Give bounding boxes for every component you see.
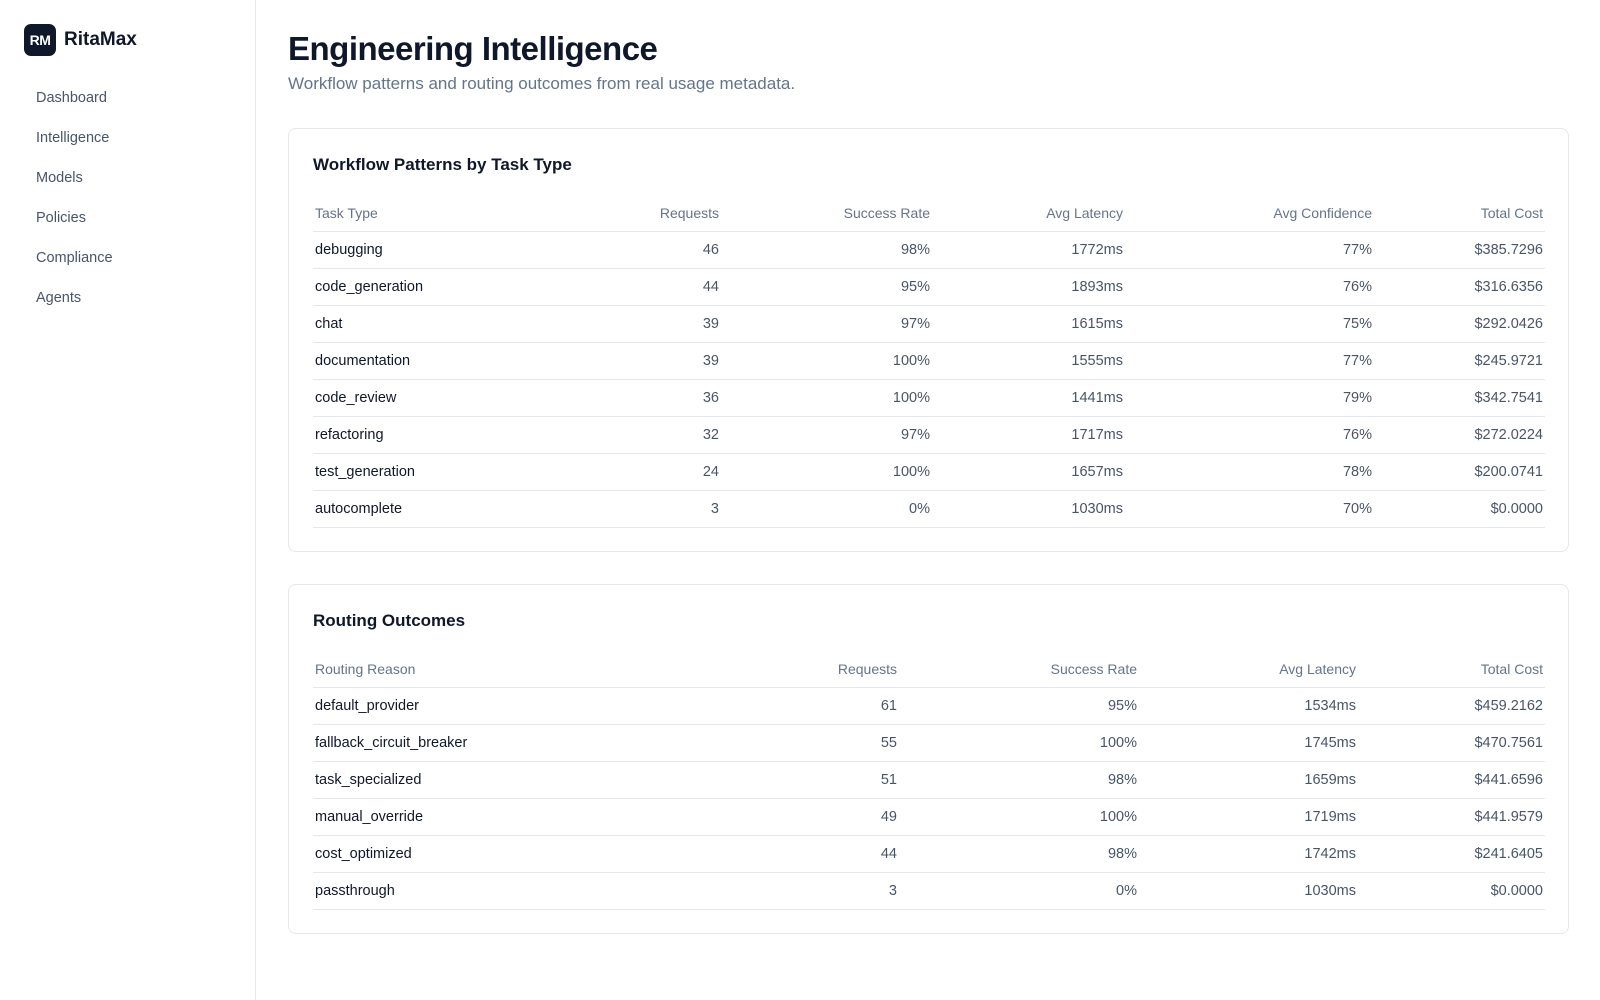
table-cell: 49 xyxy=(613,798,899,835)
table-cell: 76% xyxy=(1125,416,1374,453)
table-cell: 98% xyxy=(899,761,1139,798)
table-cell: 100% xyxy=(721,342,932,379)
table-cell: 39 xyxy=(513,305,721,342)
table-cell: 1534ms xyxy=(1139,687,1358,724)
row-label-cell: passthrough xyxy=(313,872,613,909)
table-cell: $459.2162 xyxy=(1358,687,1545,724)
table-cell: $385.7296 xyxy=(1374,231,1545,268)
table-row[interactable] xyxy=(313,379,1545,416)
table-cell: 1659ms xyxy=(1139,761,1358,798)
table-cell: 61 xyxy=(613,687,899,724)
table-cell: 1657ms xyxy=(932,453,1125,490)
table-cell: 1555ms xyxy=(932,342,1125,379)
table-row[interactable] xyxy=(313,687,1545,724)
row-label-cell: refactoring xyxy=(313,416,513,453)
table-row[interactable] xyxy=(313,490,1545,527)
sidebar-nav xyxy=(24,78,236,318)
column-header[interactable]: Success Rate xyxy=(899,651,1139,687)
routing-outcomes-table xyxy=(313,651,1545,910)
column-header[interactable]: Avg Latency xyxy=(1139,651,1358,687)
table-cell: 51 xyxy=(613,761,899,798)
table-cell: 95% xyxy=(899,687,1139,724)
table-cell: $441.6596 xyxy=(1358,761,1545,798)
table-cell: 55 xyxy=(613,724,899,761)
row-label-cell: autocomplete xyxy=(313,490,513,527)
routing-outcomes-card xyxy=(288,584,1569,934)
table-header-row xyxy=(313,195,1545,231)
column-header[interactable]: Success Rate xyxy=(721,195,932,231)
table-row[interactable] xyxy=(313,305,1545,342)
table-cell: 78% xyxy=(1125,453,1374,490)
routing-outcomes-title: Routing Outcomes xyxy=(313,611,466,630)
row-label-cell: debugging xyxy=(313,231,513,268)
table-cell: 97% xyxy=(721,305,932,342)
table-cell: 1742ms xyxy=(1139,835,1358,872)
table-cell: 1745ms xyxy=(1139,724,1358,761)
table-cell: $441.9579 xyxy=(1358,798,1545,835)
row-label-cell: test_generation xyxy=(313,453,513,490)
table-cell: 70% xyxy=(1125,490,1374,527)
table-cell: $245.9721 xyxy=(1374,342,1545,379)
brand-logo: RM xyxy=(24,24,56,56)
table-row[interactable] xyxy=(313,231,1545,268)
row-label-cell: documentation xyxy=(313,342,513,379)
table-cell: 0% xyxy=(899,872,1139,909)
table-cell: 98% xyxy=(721,231,932,268)
table-cell: $0.0000 xyxy=(1374,490,1545,527)
table-cell: 46 xyxy=(513,231,721,268)
table-cell: 98% xyxy=(899,835,1139,872)
table-row[interactable] xyxy=(313,342,1545,379)
table-row[interactable] xyxy=(313,798,1545,835)
row-label-cell: manual_override xyxy=(313,798,613,835)
table-cell: 97% xyxy=(721,416,932,453)
table-cell: $292.0426 xyxy=(1374,305,1545,342)
table-cell: 0% xyxy=(721,490,932,527)
table-cell: 1441ms xyxy=(932,379,1125,416)
table-cell: 36 xyxy=(513,379,721,416)
table-cell: $272.0224 xyxy=(1374,416,1545,453)
table-cell: 1030ms xyxy=(932,490,1125,527)
page-title: Engineering Intelligence xyxy=(288,30,658,67)
row-label-cell: chat xyxy=(313,305,513,342)
table-cell: 1772ms xyxy=(932,231,1125,268)
table-row[interactable] xyxy=(313,835,1545,872)
table-cell: $316.6356 xyxy=(1374,268,1545,305)
table-cell: 1615ms xyxy=(932,305,1125,342)
brand-name: RitaMax xyxy=(64,29,137,50)
table-cell: 1893ms xyxy=(932,268,1125,305)
table-cell: 95% xyxy=(721,268,932,305)
column-header[interactable]: Total Cost xyxy=(1374,195,1545,231)
nav-item-intelligence[interactable]: Intelligence xyxy=(36,130,110,146)
column-header[interactable]: Avg Confidence xyxy=(1125,195,1374,231)
table-cell: 77% xyxy=(1125,342,1374,379)
brand[interactable] xyxy=(24,24,137,56)
table-cell: 39 xyxy=(513,342,721,379)
row-label-cell: default_provider xyxy=(313,687,613,724)
column-header[interactable]: Requests xyxy=(513,195,721,231)
table-cell: 77% xyxy=(1125,231,1374,268)
table-cell: 100% xyxy=(721,453,932,490)
nav-item-models[interactable]: Models xyxy=(36,170,83,186)
nav-item-agents[interactable]: Agents xyxy=(36,290,82,306)
column-header[interactable]: Task Type xyxy=(313,195,513,231)
table-cell: $241.6405 xyxy=(1358,835,1545,872)
table-cell: 100% xyxy=(899,798,1139,835)
column-header[interactable]: Requests xyxy=(613,651,899,687)
table-header-row xyxy=(313,651,1545,687)
workflow-patterns-table xyxy=(313,195,1545,528)
table-cell: $200.0741 xyxy=(1374,453,1545,490)
table-cell: 3 xyxy=(513,490,721,527)
column-header[interactable]: Avg Latency xyxy=(932,195,1125,231)
table-cell: 75% xyxy=(1125,305,1374,342)
table-cell: 24 xyxy=(513,453,721,490)
table-cell: 100% xyxy=(721,379,932,416)
table-cell: 76% xyxy=(1125,268,1374,305)
workflow-patterns-title: Workflow Patterns by Task Type xyxy=(313,155,572,174)
table-cell: 1030ms xyxy=(1139,872,1358,909)
row-label-cell: fallback_circuit_breaker xyxy=(313,724,613,761)
workflow-patterns-card xyxy=(288,128,1569,552)
table-cell: $0.0000 xyxy=(1358,872,1545,909)
table-cell: $342.7541 xyxy=(1374,379,1545,416)
row-label-cell: task_specialized xyxy=(313,761,613,798)
row-label-cell: cost_optimized xyxy=(313,835,613,872)
table-cell: 44 xyxy=(513,268,721,305)
table-cell: 32 xyxy=(513,416,721,453)
table-row[interactable] xyxy=(313,268,1545,305)
row-label-cell: code_generation xyxy=(313,268,513,305)
table-cell: 44 xyxy=(613,835,899,872)
table-cell: 79% xyxy=(1125,379,1374,416)
column-header[interactable]: Routing Reason xyxy=(313,651,613,687)
table-row[interactable] xyxy=(313,724,1545,761)
table-cell: 3 xyxy=(613,872,899,909)
table-cell: 1719ms xyxy=(1139,798,1358,835)
table-row[interactable] xyxy=(313,872,1545,909)
nav-item-policies[interactable]: Policies xyxy=(36,210,86,226)
table-cell: $470.7561 xyxy=(1358,724,1545,761)
nav-item-compliance[interactable]: Compliance xyxy=(36,250,113,266)
table-row[interactable] xyxy=(313,761,1545,798)
nav-item-dashboard[interactable]: Dashboard xyxy=(36,90,107,106)
table-cell: 1717ms xyxy=(932,416,1125,453)
table-row[interactable] xyxy=(313,453,1545,490)
table-row[interactable] xyxy=(313,416,1545,453)
table-cell: 100% xyxy=(899,724,1139,761)
column-header[interactable]: Total Cost xyxy=(1358,651,1545,687)
row-label-cell: code_review xyxy=(313,379,513,416)
sidebar xyxy=(0,0,256,1000)
page-subtitle: Workflow patterns and routing outcomes from real usage metadata. xyxy=(288,74,796,93)
